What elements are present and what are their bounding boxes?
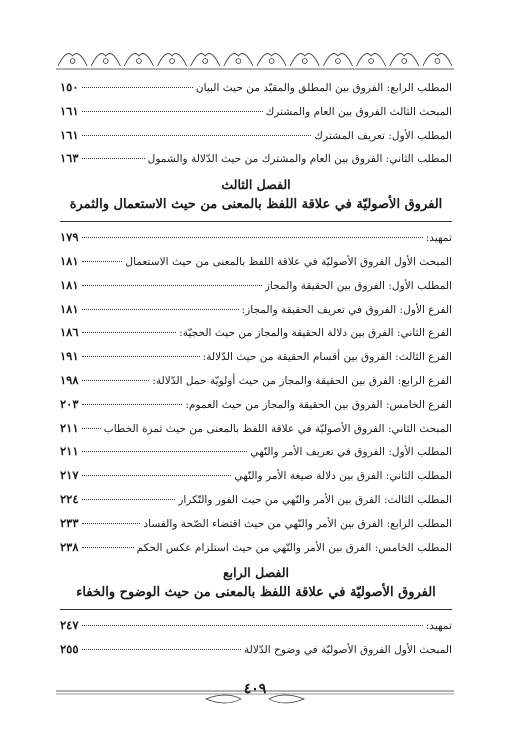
chapter-3-label: الفصل الثالث <box>221 177 291 193</box>
toc-entry <box>60 638 452 662</box>
dot-leader <box>82 404 183 405</box>
dot-leader <box>82 111 263 112</box>
toc-entry <box>60 345 452 369</box>
dot-leader <box>82 451 248 452</box>
toc-entry <box>60 298 452 322</box>
toc-entry-page: ٢١١ <box>60 444 79 459</box>
toc-entry-page: ٢٠٣ <box>60 396 79 411</box>
toc-entry <box>60 536 452 560</box>
dot-leader <box>82 523 141 524</box>
toc-entry-title: المطلب الثاني: الفروق بين العام والمشترك من حيث الدّلالة والشمول <box>147 153 452 166</box>
dot-leader <box>82 475 232 476</box>
toc-entry-title: المطلب الخامس: الفرق بين الأمر والنّهي من حيث استلزام عكس الحكم <box>136 541 452 554</box>
toc-entry <box>60 100 452 124</box>
table-of-contents <box>60 76 452 662</box>
toc-entry <box>60 76 452 100</box>
toc-entry <box>60 464 452 488</box>
toc-entry <box>60 614 452 638</box>
toc-entry <box>60 393 452 417</box>
toc-entry-page: ١٨١ <box>60 277 79 292</box>
chapter-3-title: الفروق الأصوليّة في علاقة اللفظ بالمعنى من حيث الاستعمال والثمرة <box>69 197 443 213</box>
chapter-4-rule <box>60 609 452 610</box>
ornamental-border-top <box>56 44 454 72</box>
toc-entry-page: ١٨١ <box>60 253 79 268</box>
toc-entry-page: ١٩٨ <box>60 372 79 387</box>
toc-entry-page: ٢١١ <box>60 420 79 435</box>
toc-entry-page: ١٦٣ <box>60 151 79 166</box>
toc-entry <box>60 488 452 512</box>
toc-entry-page: ٢٤٧ <box>60 618 79 633</box>
dot-leader <box>82 158 145 159</box>
toc-entry <box>60 124 452 148</box>
dot-leader <box>82 356 200 357</box>
dot-leader <box>82 649 241 650</box>
dot-leader <box>82 428 101 429</box>
chapter-4-label: الفصل الرابع <box>222 565 290 581</box>
toc-entry-page: ٢١٧ <box>60 468 79 483</box>
dot-leader <box>82 309 239 310</box>
toc-entry <box>60 226 452 250</box>
toc-entry-title: المطلب الثالث: الفرق بين الأمر والنّهي من حيث الفور والتّكرار <box>178 493 452 506</box>
toc-entry-title: المبحث الثاني: الفروق الأصوليّة في علاقة اللفظ بالمعنى من حيث ثمرة الخطاب <box>103 422 452 435</box>
toc-entry-title: الفرع الثاني: الفرق بين دلالة الحقيقة والمجاز من حيث الحجيّة: <box>179 327 452 340</box>
toc-entry-title: الفرع الخامس: الفروق بين الحقيقة والمجاز من حيث العموم: <box>185 398 452 411</box>
dot-leader <box>82 547 134 548</box>
dot-leader <box>82 261 123 262</box>
toc-entry-title: المبحث الأول الفروق الأصوليّة في وضوح الدّلالة <box>243 644 452 657</box>
toc-entry <box>60 274 452 298</box>
toc-entry-page: ١٩١ <box>60 349 79 364</box>
toc-entry <box>60 369 452 393</box>
toc-entry-title: الفرع الأول: الفروق في تعريف الحقيقة والمجاز: <box>241 303 452 316</box>
toc-entry-title: المطلب الثاني: الفرق بين دلالة صيغة الأمر والنّهي <box>234 470 452 483</box>
toc-entry-title: المبحث الأول الفروق الأصوليّة في علاقة اللفظ بالمعنى من حيث الاستعمال <box>125 255 452 268</box>
toc-entry-page: ٢٢٤ <box>60 491 79 506</box>
dot-leader <box>82 332 177 333</box>
toc-entry <box>60 417 452 441</box>
toc-entry-page: ١٨١ <box>60 301 79 316</box>
toc-entry-title: المبحث الثالث الفروق بين العام والمشترك <box>265 105 452 118</box>
dot-leader <box>82 87 193 88</box>
toc-entry-title: المطلب الأول: الفروق بين الحقيقة والمجاز <box>264 279 452 292</box>
toc-entry-page: ١٧٩ <box>60 230 79 245</box>
dot-leader <box>82 380 150 381</box>
toc-entry-title: تمهيد: <box>425 232 452 245</box>
toc-entry <box>60 321 452 345</box>
toc-entry-page: ١٦١ <box>60 103 79 118</box>
toc-entry-title: الفرع الثالث: الفروق بين أقسام الحقيقة من حيث الدّلالة: <box>202 351 452 364</box>
dot-leader <box>82 285 262 286</box>
toc-entry-title: المطلب الأول: تعريف المشترك <box>314 129 452 142</box>
page-number: ٤٠٩ <box>243 681 267 697</box>
toc-entry-page: ٢٣٨ <box>60 539 79 554</box>
toc-entry-page: ١٨٦ <box>60 325 79 340</box>
dot-leader <box>82 625 423 626</box>
toc-entry-title: تمهيد: <box>425 620 452 633</box>
dot-leader <box>82 237 423 238</box>
toc-section-3 <box>60 614 452 662</box>
toc-entry-page: ١٥٠ <box>60 80 79 94</box>
dot-leader <box>82 135 312 136</box>
toc-entry-title: المطلب الأول: الفروق في تعريف الأمر والنّهي <box>250 446 452 459</box>
toc-entry-page: ٢٣٣ <box>60 515 79 530</box>
toc-entry-page: ٢٥٥ <box>60 642 79 657</box>
dot-leader <box>82 499 176 500</box>
toc-entry <box>60 147 452 171</box>
toc-entry-title: المطلب الرابع: الفروق بين المطلق والمقيّد من حيث البيان <box>195 82 452 94</box>
toc-entry <box>60 250 452 274</box>
toc-entry-title: الفرع الرابع: الفرق بين الحقيقة والمجاز من حيث أولويّة حمل الدّلالة: <box>152 374 452 387</box>
chapter-3-rule <box>60 221 452 222</box>
toc-entry-title: المطلب الرابع: الفرق بين الأمر والنّهي من حيث اقتضاء الصّحة والفساد <box>143 517 452 530</box>
toc-section-1 <box>60 76 452 171</box>
toc-entry <box>60 512 452 536</box>
toc-entry-page: ١٦١ <box>60 127 79 142</box>
toc-section-2 <box>60 226 452 559</box>
toc-entry <box>60 440 452 464</box>
chapter-4-title: الفروق الأصوليّة في علاقة اللفظ بالمعنى من حيث الوضوح والخفاء <box>76 585 436 601</box>
